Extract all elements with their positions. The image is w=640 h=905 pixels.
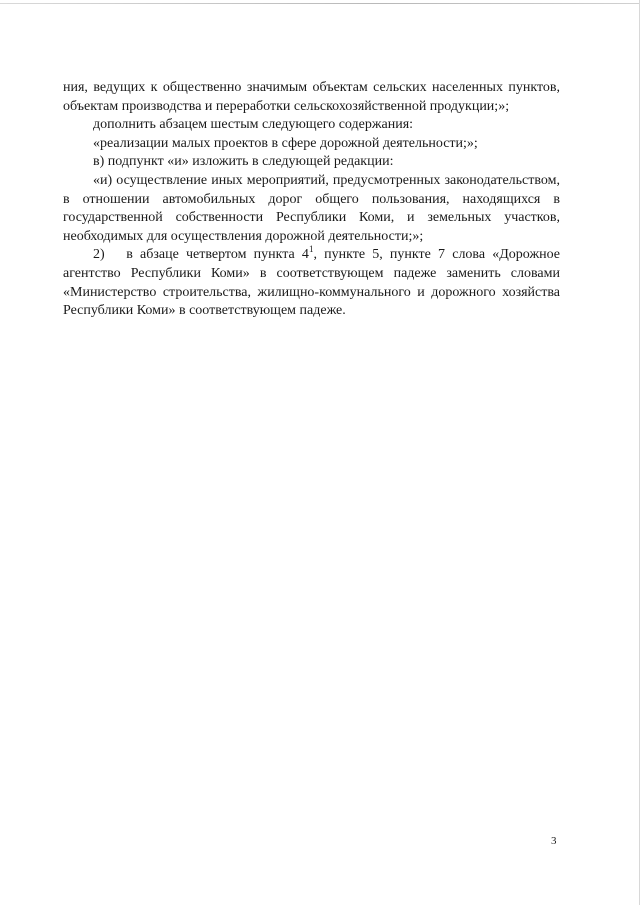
item-2-superscript: 1 — [308, 244, 314, 255]
document-body — [63, 79, 560, 321]
item-2-text-start: в абзаце четвертом пункта 4 — [126, 247, 309, 263]
item-2-text-end: , пункте 5, пункте 7 слова «Дорожное агентство Республики Коми» в соответствующем падеже заменить словами «Министерство строительства, жилищно-коммунального и дорожного хозяйства Республики Коми» в соответствующем падеже. — [63, 247, 560, 319]
paragraph-subitem-i: «и) осуществление иных мероприятий, предусмотренных законодательством, в отношении автомобильных дорог общего пользования, находящихся в государственной собственности Республики Коми, и земельных участков, необходимых для осуществления дорожной деятельности;»; — [63, 172, 560, 244]
paragraph-item-2 — [63, 246, 560, 320]
paragraph-small-projects: «реализации малых проектов в сфере дорожной деятельности;»; — [93, 135, 478, 151]
paragraph-add-sixth: дополнить абзацем шестым следующего содержания: — [93, 117, 414, 133]
scan-edge-top — [0, 3, 640, 4]
paragraph-continuation: ния, ведущих к общественно значимым объектам сельских населенных пунктов, объектам производства и переработки сельскохозяйственной продукции;»; — [63, 80, 560, 114]
paragraph-subitem-v: в) подпункт «и» изложить в следующей редакции: — [93, 154, 394, 170]
item-2-number: 2) — [93, 247, 105, 263]
page-number: 3 — [551, 835, 557, 847]
